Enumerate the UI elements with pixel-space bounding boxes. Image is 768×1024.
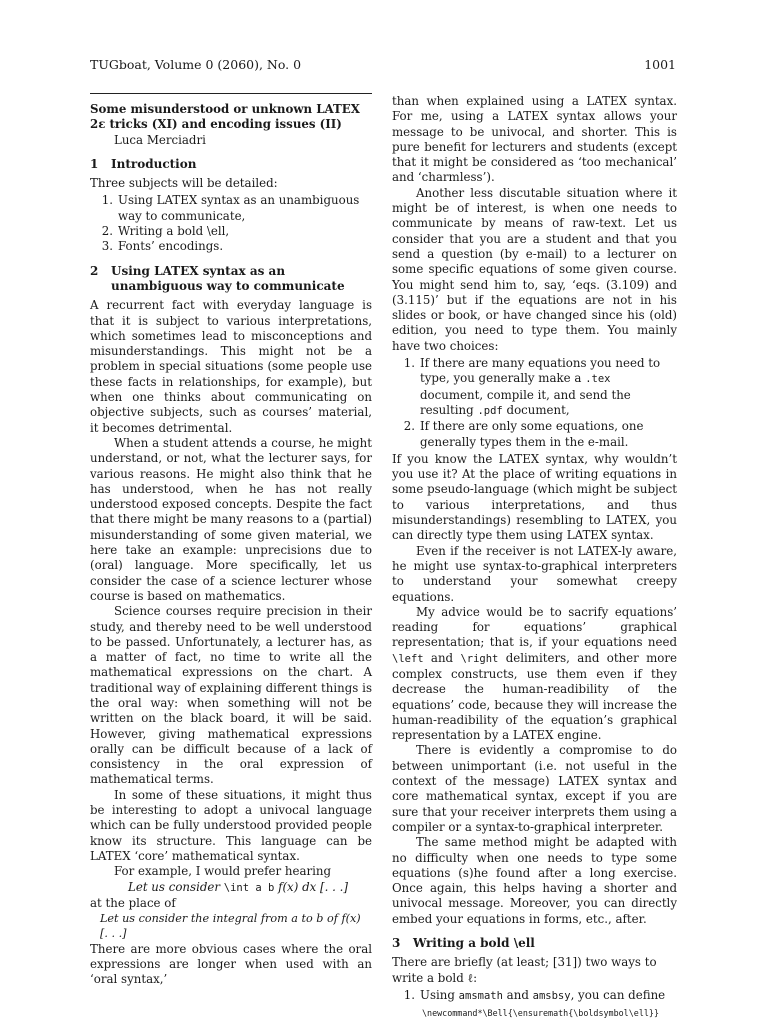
section-heading-3 (392, 936, 677, 951)
code-left: \left (392, 652, 424, 665)
paragraph: Another less discutable situation where it might be of interest, is when one needs to communicate by means of raw-text. Let us consider that you are a student and that you send a question (by e-mail) to a lecturer on some specific equations of some given course. You might send him to, say, ‘eqs. (3.109) and (3.115)’ but if the equations are not in his slides or book, or have changed since his (old) edition, you need to type them. You mainly have two choices: (392, 185, 677, 353)
code-tex: .tex (585, 373, 611, 386)
paragraph: Science courses require precision in their study, and thereby need to be well understood to be passed. Unfortunately, a lecturer has, as a matter of fact, no time to write all the mathematical expressions on the chart. A traditional way of explaining different things is the oral way: when something will not be written on the black board, it will be said. However, giving mathematical expressions orally can be difficult because of a lack of consistency in the oral expression of mathematical terms. (90, 604, 372, 787)
list-item (90, 193, 372, 224)
right-column (392, 94, 677, 1022)
list-text: Using LATEX syntax as an unambiguous way to communicate, (118, 193, 360, 223)
paragraph: There is evidently a compromise to do between unimportant (i.e. not useful in the context of the message) LATEX syntax and core mathematical syntax, except if you are sure that your receiver interprets them using a compiler or a syntax-to-graphical interpreter. (392, 743, 677, 834)
example-latex (90, 880, 372, 896)
list-item (90, 224, 372, 239)
paragraph: For example, I would prefer hearing (114, 864, 332, 879)
example-math: f(x) dx [. . .] (278, 879, 348, 894)
choices-list (392, 356, 677, 450)
paragraph: than when explained using a LATEX syntax. For me, using a LATEX syntax allows your message to be univocal, and shorter. This is pure benefit for lecturers and students (except that it might be considered as ‘too mechanical’ and ‘charmless’). (392, 94, 677, 185)
text-run: and (502, 987, 533, 1002)
list-text: If there are only some equations, one generally types them in the e-mail. (420, 419, 644, 449)
article-title: Some misunderstood or unknown LATEX 2ε tricks (XI) and encoding issues (II) (90, 102, 360, 132)
list-text (420, 356, 677, 419)
list-number: 2. (403, 419, 415, 434)
intro-list (90, 193, 372, 254)
code-right: \right (460, 652, 499, 665)
section-title: Using LATEX syntax as an unambiguous way to communicate (111, 263, 345, 293)
text-run: Using (420, 987, 459, 1002)
text-run: delimiters, and other more complex constructs, use them even if they decrease the human-readibility of the equations’ code, because they will increase the human-readibility of the equation’s graphical representation by a LATEX engine. (392, 650, 678, 743)
list-item (90, 239, 372, 254)
paragraph (392, 605, 677, 744)
text-run: , you can define (570, 987, 666, 1002)
list-number: 3. (101, 239, 113, 254)
section-title: Introduction (111, 156, 197, 171)
text-run: document, compile it, and send the resulting (420, 387, 631, 417)
section3-list (392, 988, 677, 1004)
section-heading-1 (90, 157, 372, 172)
list-number: 2. (101, 224, 113, 239)
paragraph: When a student attends a course, he might understand, or not, what the lecturer says, for various reasons. He might also think that he has understood, when he has not really understood exposed concepts. Despite the fact that there might be many reasons to a (partial) misunderstanding of some given material, we here take an example: unprecisions due to (oral) language. More specifically, let us consider the case of a science lecturer whose course is based on mathematics. (90, 435, 373, 603)
example-code: \int a b (223, 881, 275, 894)
title-rule (90, 93, 372, 94)
example-italic: Let us consider (128, 879, 221, 894)
text-run: and (423, 650, 461, 665)
section-heading-2 (90, 264, 372, 295)
list-item (392, 356, 677, 419)
left-column (90, 93, 372, 988)
paragraph: A recurrent fact with everyday language is that it is subject to various interpretations, which sometimes lead to misconceptions and misunderstandings. This might not be a problem in special situations (some people use these facts in relationships, for example), but when one thinks about communicating on objective subjects, such as courses’ material, it becomes detrimental. (90, 298, 372, 435)
section-number: 3 (392, 936, 401, 951)
example-oral: Let us consider the integral from a to b of f(x) [. . .] (100, 912, 361, 941)
section-number: 1 (90, 156, 99, 171)
paragraph: In some of these situations, it might thus be interesting to adopt a univocal language which can be fully understood provided people know its structure. This language can be LATEX ‘core’ mathematical syntax. (90, 787, 372, 863)
code-pdf: .pdf (477, 404, 503, 417)
section-number: 2 (90, 263, 99, 278)
list-number: 1. (403, 987, 415, 1002)
list-text (420, 988, 665, 1004)
paragraph: There are more obvious cases where the oral expressions are longer when used with an ‘oral syntax,’ (90, 941, 372, 987)
list-number: 1. (101, 193, 113, 208)
paragraph: There are briefly (at least; [31]) two ways to write a bold ℓ: (392, 955, 657, 985)
intro-lead: Three subjects will be detailed: (90, 176, 278, 191)
text-run: If there are many equations you need to type, you generally make a (420, 356, 661, 386)
code-amsmath: amsmath (458, 989, 503, 1002)
paragraph: The same method might be adapted with no difficulty when one needs to type some equations (s)he found after a long exercise. Once again, this helps having a shorter and univocal message. Moreover, you can directly embed your equations in forms, etc., after. (392, 835, 677, 926)
article-author: Luca Merciadri (114, 132, 206, 147)
running-header (90, 57, 676, 73)
page-number: 1001 (644, 57, 676, 72)
text-run: document, (502, 402, 570, 417)
journal-name: TUGboat, Volume 0 (2060), No. 0 (90, 57, 302, 72)
list-number: 1. (403, 356, 415, 371)
section-title: Writing a bold \ell (413, 936, 535, 951)
paragraph: at the place of (90, 895, 176, 910)
code-block: \newcommand*\Bell{\ensuremath{\boldsymbol\ell}} (422, 1008, 659, 1019)
list-item (392, 419, 677, 450)
code-amsbsy: amsbsy (532, 989, 571, 1002)
list-text: Fonts’ encodings. (118, 239, 224, 254)
text-run: My advice would be to sacrify equations’ reading for equations’ graphical representation; that is, if your equations need (392, 604, 677, 650)
paragraph: If you know the LATEX syntax, why wouldn’t you use it? At the place of writing equations in some pseudo-language (which might be subject to various interpretations, and thus misunderstandings) resembling to LATEX, you can directly type them using LATEX syntax. (392, 451, 677, 543)
list-item (392, 988, 677, 1004)
list-text: Writing a bold \ell, (118, 224, 230, 239)
paragraph: Even if the receiver is not LATEX-ly aware, he might use syntax-to-graphical interpreters to understand your somewhat creepy equations. (392, 543, 677, 604)
